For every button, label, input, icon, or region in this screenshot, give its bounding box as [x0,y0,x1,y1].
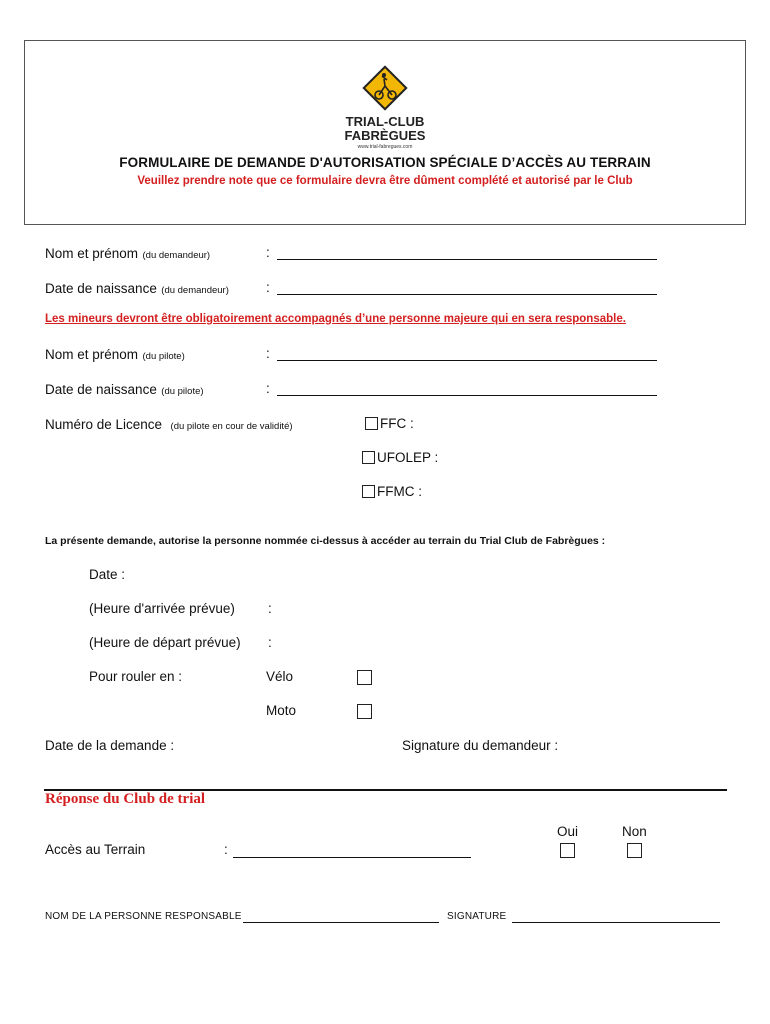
oui-label: Oui [557,824,579,839]
license-ufolep-checkbox[interactable] [362,451,375,464]
response-section-title: Réponse du Club de trial [45,791,206,807]
footer-signature-field[interactable] [512,922,720,923]
applicant-dob-label: Date de naissance [45,281,157,296]
colon: : [266,346,270,361]
access-label: Accès au Terrain [45,842,146,857]
ride-label: Pour rouler en : [89,669,183,684]
colon: : [266,280,270,295]
declaration-text: La présente demande, autorise la personne nommée ci-dessus à accéder au terrain du Trial Club de Fabrègues : [45,535,606,547]
form-subtitle: Veuillez prendre note que ce formulaire devra être dûment complété et autorisé par le Club [137,175,633,187]
applicant-name-field[interactable] [277,259,657,260]
logo-text-2: FABRÈGUES [344,128,426,143]
colon: : [268,601,272,616]
applicant-dob-field[interactable] [277,294,657,295]
ride-moto-checkbox[interactable] [357,704,372,719]
colon: : [224,842,228,857]
applicant-name-hint: (du demandeur) [142,250,211,261]
departure-label: (Heure de départ prévue) [89,635,241,650]
logo-url: www.trial-fabregues.com [357,144,413,150]
applicant-dob-hint: (du demandeur) [161,285,229,296]
applicant-name-row [45,245,210,263]
signature-label: Signature du demandeur : [402,738,559,753]
access-non-checkbox[interactable] [627,843,642,858]
pilot-name-hint: (du pilote) [142,351,185,362]
applicant-dob-row [45,280,229,298]
responsible-label: NOM DE LA PERSONNE RESPONSABLE [45,911,242,922]
club-logo [344,64,426,150]
license-ffmc-label: FFMC : [377,484,422,499]
responsible-field[interactable] [243,922,439,923]
pilot-name-row [45,346,185,364]
colon: : [268,635,272,650]
applicant-name-label: Nom et prénom [45,246,139,261]
license-hint: (du pilote en cour de validité) [170,421,293,432]
pilot-dob-label: Date de naissance [45,382,157,397]
logo-text-1: TRIAL-CLUB [345,114,425,129]
minor-note: Les mineurs devront être obligatoirement accompagnés d’une personne majeure qui en sera responsable. [45,313,626,325]
colon: : [266,381,270,396]
colon: : [266,245,270,260]
pilot-dob-row [45,381,204,399]
date-label: Date : [89,567,126,582]
license-ufolep-label: UFOLEP : [377,450,439,465]
access-field[interactable] [233,857,471,858]
ride-velo-checkbox[interactable] [357,670,372,685]
pilot-dob-field[interactable] [277,395,657,396]
form-title: FORMULAIRE DE DEMANDE D'AUTORISATION SPÉCIALE D’ACCÈS AU TERRAIN [119,155,651,170]
pilot-name-label: Nom et prénom [45,347,139,362]
ride-velo-label: Vélo [266,669,294,684]
pilot-name-field[interactable] [277,360,657,361]
license-ffc-checkbox[interactable] [365,417,378,430]
ride-moto-label: Moto [266,703,297,718]
non-label: Non [622,824,647,839]
license-label: Numéro de Licence [45,417,163,432]
footer-signature-label: SIGNATURE [447,911,507,922]
pilot-dob-hint: (du pilote) [161,386,204,397]
access-oui-checkbox[interactable] [560,843,575,858]
license-ffc-label: FFC : [380,416,414,431]
license-ffmc-checkbox[interactable] [362,485,375,498]
license-row [45,416,293,434]
request-date-label: Date de la demande : [45,738,175,753]
arrival-label: (Heure d'arrivée prévue) [89,601,235,616]
